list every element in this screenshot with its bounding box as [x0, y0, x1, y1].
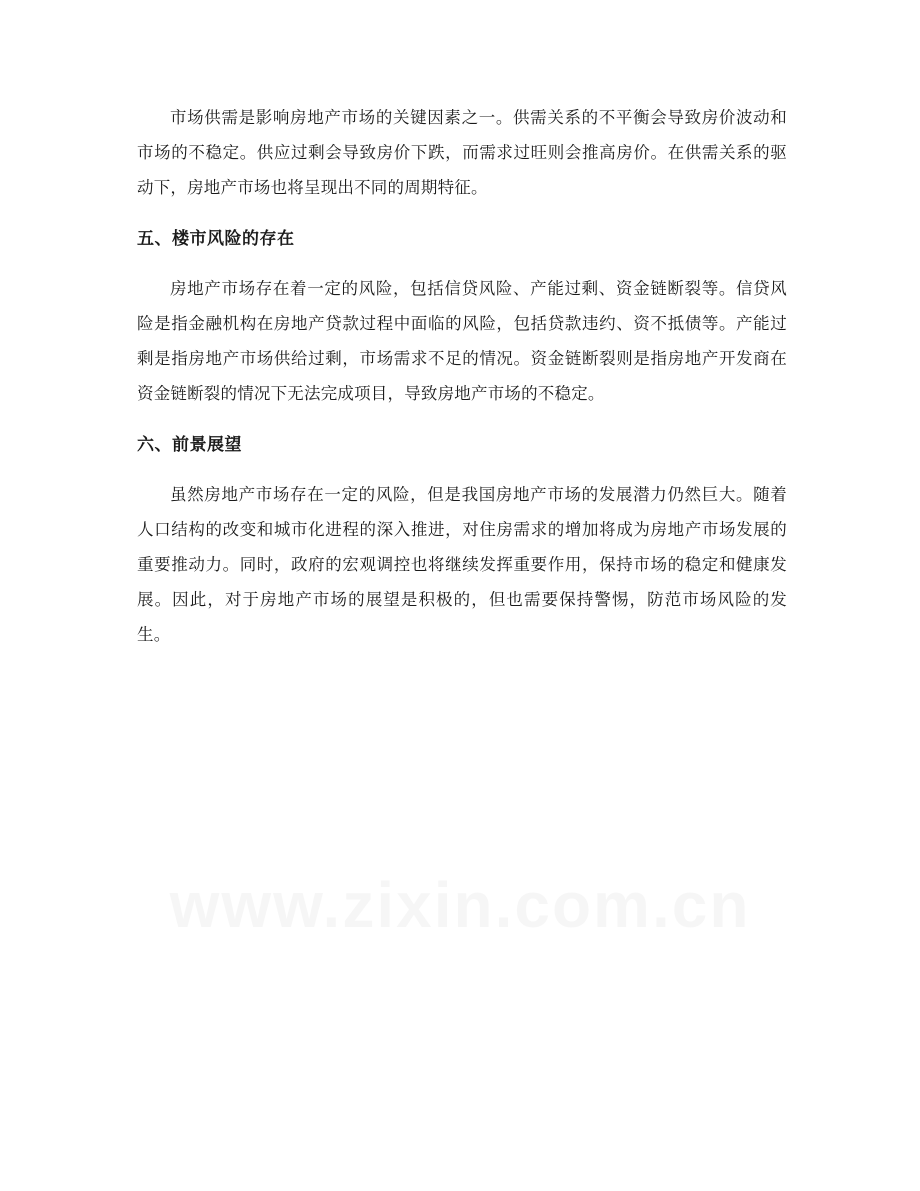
watermark — [0, 868, 920, 942]
section-heading-outlook: 六、前景展望 — [137, 435, 242, 455]
paragraph-risk: 房地产市场存在着一定的风险，包括信贷风险、产能过剩、资金链断裂等。信贷风险是指金融机构在房地产贷款过程中面临的风险，包括贷款违约、资不抵债等。产能过剩是指房地产市场供给过剩，市场需求不足的情况。资金链断裂则是指房地产开发商在资金链断裂的情况下无法完成项目，导致房地产市场的不稳定。 — [137, 279, 787, 403]
paragraph-outlook: 虽然房地产市场存在一定的风险，但是我国房地产市场的发展潜力仍然巨大。随着人口结构的改变和城市化进程的深入推进，对住房需求的增加将成为房地产市场发展的重要推动力。同时，政府的宏观调控也将继续发挥重要作用，保持市场的稳定和健康发展。因此，对于房地产市场的展望是积极的，但也需要保持警惕，防范市场风险的发生。 — [137, 485, 787, 644]
paragraph-supply-demand: 市场供需是影响房地产市场的关键因素之一。供需关系的不平衡会导致房价波动和市场的不稳定。供应过剩会导致房价下跌，而需求过旺则会推高房价。在供需关系的驱动下，房地产市场也将呈现出不同的周期特征。 — [137, 108, 787, 197]
document-body — [137, 100, 787, 652]
section-heading-risk: 五、楼市风险的存在 — [137, 229, 295, 249]
